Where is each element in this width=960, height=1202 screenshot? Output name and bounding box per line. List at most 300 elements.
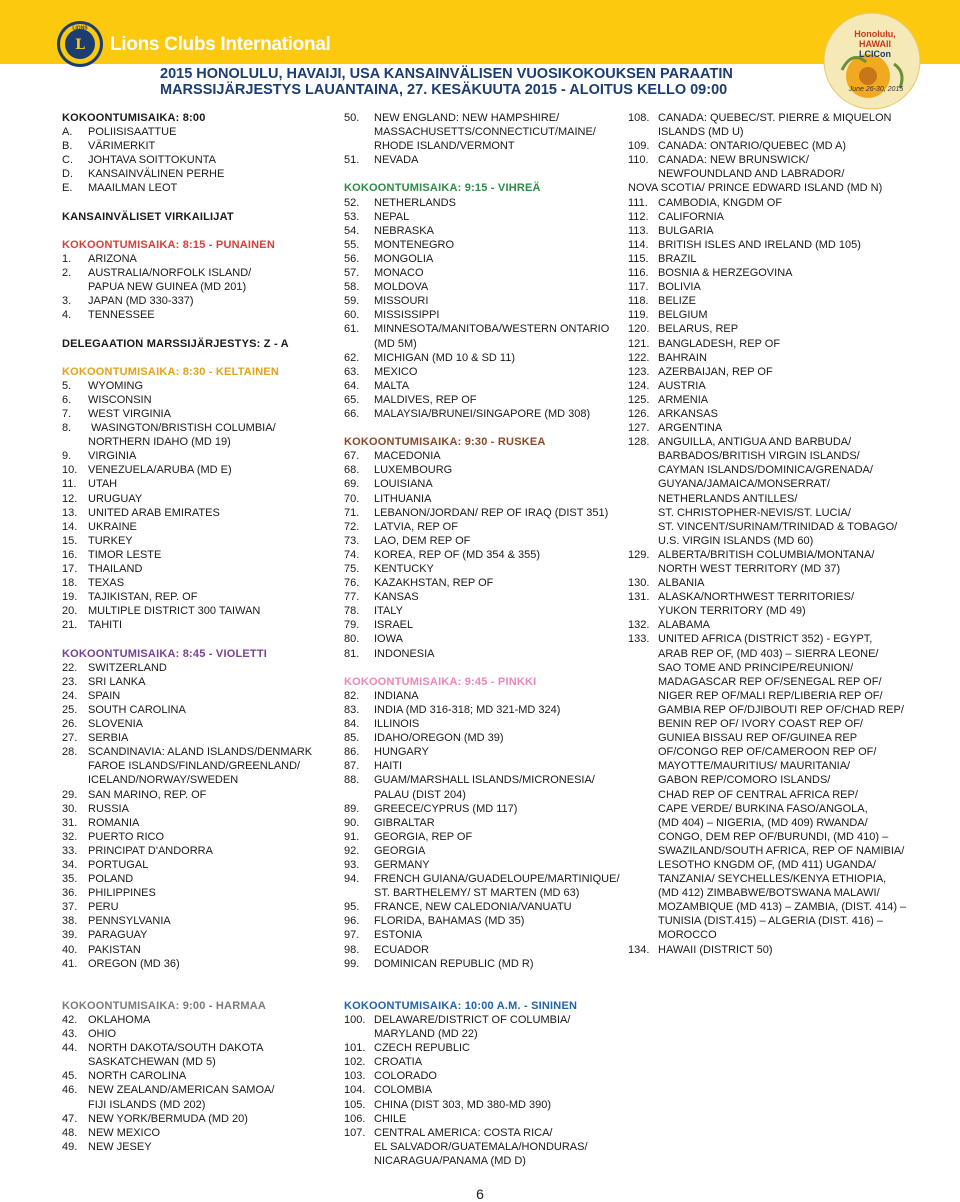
list-item-number: 111.	[628, 196, 648, 209]
list-item-continuation: RHODE ISLAND/VERMONT	[374, 140, 515, 153]
list-item-number: 112.	[628, 210, 649, 223]
list-item-number: 60.	[344, 309, 360, 322]
list-item	[628, 294, 928, 308]
section-heading: KOKOONTUMISAIKA: 9:45 - PINKKI	[344, 675, 537, 688]
list-item	[62, 745, 332, 759]
section-heading: DELEGAATION MARSSIJÄRJESTYS: Z - A	[62, 337, 289, 350]
list-item-label: NEW ZEALAND/AMERICAN SAMOA/	[88, 1084, 275, 1097]
list-item-label: TIMOR LESTE	[88, 548, 162, 561]
list-item-number: 66.	[344, 407, 360, 420]
list-item-label: CHINA (DIST 303, MD 380-MD 390)	[374, 1098, 552, 1111]
list-item-label: TAJIKISTAN, REP. OF	[88, 591, 198, 604]
list-item	[628, 365, 928, 379]
section-heading: KOKOONTUMISAIKA: 10:00 A.M. - SININEN	[344, 999, 578, 1012]
list-item-number: 19.	[62, 591, 78, 604]
list-item-number: 22.	[62, 661, 78, 674]
list-item-label: URUGUAY	[88, 492, 143, 505]
list-item-number: 27.	[62, 732, 78, 745]
list-item	[628, 632, 928, 646]
list-item	[344, 520, 624, 534]
list-item	[344, 153, 624, 167]
list-item-number: B.	[62, 140, 73, 153]
list-item	[344, 449, 624, 463]
list-item-label: COLOMBIA	[374, 1084, 433, 1097]
list-item-number: 16.	[62, 548, 78, 561]
list-item-continuation: NOVA SCOTIA/ PRINCE EDWARD ISLAND (MD N)	[628, 182, 883, 195]
list-item	[62, 957, 332, 971]
list-item-label: MULTIPLE DISTRICT 300 TAIWAN	[88, 605, 261, 618]
list-item-label: MONTENEGRO	[374, 238, 455, 251]
list-item-label: UNITED AFRICA (DISTRICT 352) - EGYPT,	[658, 633, 873, 646]
list-item	[628, 393, 928, 407]
list-item-label: NORTH DAKOTA/SOUTH DAKOTA	[88, 1042, 264, 1055]
list-item-label: OKLAHOMA	[88, 1014, 151, 1026]
list-item-label: GUAM/MARSHALL ISLANDS/MICRONESIA/	[374, 774, 595, 787]
list-item-number: 97.	[344, 929, 360, 942]
section-heading: KANSAINVÄLISET VIRKAILIJAT	[62, 210, 234, 223]
list-item-number: 76.	[344, 577, 360, 590]
list-item-label: MALTA	[374, 379, 410, 392]
list-item-label: UKRAINE	[88, 520, 137, 533]
list-item-label: DELAWARE/DISTRICT OF COLUMBIA/	[374, 1014, 571, 1026]
list-item-number: 72.	[344, 520, 360, 533]
list-item	[344, 1069, 624, 1083]
event-logo	[822, 12, 922, 110]
list-item	[344, 604, 624, 618]
list-item-number: 5.	[62, 379, 72, 392]
list-item	[344, 562, 624, 576]
list-item-number: 98.	[344, 943, 360, 956]
list-item	[344, 618, 624, 632]
list-item-number: 81.	[344, 647, 360, 660]
list-item	[344, 252, 624, 266]
list-item-label: CALIFORNIA	[658, 210, 725, 223]
list-item-number: 99.	[344, 957, 360, 970]
list-item-label: ALBANIA	[658, 577, 705, 590]
list-item	[344, 928, 624, 942]
column-3	[628, 111, 928, 957]
list-item-label: TENNESSEE	[88, 309, 155, 322]
list-item	[62, 1069, 332, 1083]
section-heading: KOKOONTUMISAIKA: 9:15 - VIHREÄ	[344, 182, 541, 195]
list-item-continuation: PALAU (DIST 204)	[374, 788, 466, 801]
list-item	[628, 139, 928, 153]
event-logo-date: June 26-30, 2015	[848, 86, 904, 93]
list-item-continuation: ARAB REP OF, (MD 403) – SIERRA LEONE/	[658, 647, 879, 660]
list-item-number: 102.	[344, 1056, 366, 1069]
list-item	[344, 238, 624, 252]
list-item	[62, 1140, 332, 1154]
list-item-number: 116.	[628, 267, 649, 280]
list-item-number: 31.	[62, 816, 78, 829]
list-item-number: 67.	[344, 450, 360, 463]
page-title	[160, 66, 733, 98]
list-item-label: FLORIDA, BAHAMAS (MD 35)	[374, 915, 525, 928]
list-item-number: 29.	[62, 788, 78, 801]
list-item-number: 7.	[62, 407, 72, 420]
list-item	[344, 379, 624, 393]
spacer	[62, 224, 332, 238]
list-item-label: PAKISTAN	[88, 943, 141, 956]
list-item	[628, 252, 928, 266]
list-item	[62, 492, 332, 506]
list-item-label: ALASKA/NORTHWEST TERRITORIES/	[658, 591, 855, 604]
list-item-label: ALBERTA/BRITISH COLUMBIA/MONTANA/	[658, 548, 875, 561]
list-item-number: 48.	[62, 1126, 78, 1139]
list-item-number: 88.	[344, 774, 360, 787]
list-item	[62, 153, 332, 167]
list-item-label: COLORADO	[374, 1070, 437, 1083]
list-item-number: 114.	[628, 238, 649, 251]
list-item-number: 61.	[344, 323, 360, 336]
list-item	[628, 590, 928, 604]
list-item	[62, 661, 332, 675]
list-item	[344, 111, 624, 125]
list-item	[344, 463, 624, 477]
list-item-label: OREGON (MD 36)	[88, 957, 180, 970]
list-item-label: ARIZONA	[88, 252, 137, 265]
list-item	[62, 675, 332, 689]
list-item-number: 52.	[344, 196, 360, 209]
list-item-number: 2.	[62, 267, 72, 280]
list-item-continuation: NIGER REP OF/MALI REP/LIBERIA REP OF/	[658, 689, 883, 702]
spacer	[344, 971, 624, 985]
list-item-number: 75.	[344, 563, 360, 575]
list-item-label: NEPAL	[374, 210, 410, 223]
list-item-label: TEXAS	[88, 577, 125, 590]
list-item	[62, 802, 332, 816]
list-item-label: GREECE/CYPRUS (MD 117)	[374, 802, 518, 815]
list-item-label: ARGENTINA	[658, 422, 723, 435]
list-item-label: IOWA	[374, 633, 403, 646]
list-item-number: 103.	[344, 1070, 366, 1083]
list-item-label: PUERTO RICO	[88, 830, 164, 843]
list-item-number: 104.	[344, 1084, 366, 1097]
list-item	[344, 1083, 624, 1097]
list-item-number: 131.	[628, 591, 650, 604]
list-item-number: 80.	[344, 633, 360, 646]
list-item-number: 28.	[62, 746, 78, 759]
list-item-number: 100.	[344, 1014, 366, 1026]
list-item-number: 89.	[344, 802, 360, 815]
list-item-number: 55.	[344, 238, 360, 251]
list-item	[344, 210, 624, 224]
list-item-continuation: NORTHERN IDAHO (MD 19)	[88, 436, 231, 449]
page-title-line2: MARSSIJÄRJESTYS LAUANTAINA, 27. KESÄKUUTA 2015 - ALOITUS KELLO 09:00	[160, 82, 728, 98]
list-item-number: 129.	[628, 548, 650, 561]
section-heading: KOKOONTUMISAIKA: 8:15 - PUNAINEN	[62, 238, 275, 251]
list-item-number: 132.	[628, 619, 650, 632]
list-item-label: PHILIPPINES	[88, 887, 156, 900]
list-item	[62, 872, 332, 886]
list-item-label: TURKEY	[88, 534, 133, 547]
list-item	[344, 900, 624, 914]
list-item-number: 17.	[62, 563, 78, 575]
list-item	[344, 266, 624, 280]
list-item	[344, 294, 624, 308]
list-item-number: 57.	[344, 267, 360, 280]
list-item-number: 94.	[344, 873, 360, 886]
list-item-number: 44.	[62, 1042, 78, 1055]
list-item-number: 36.	[62, 887, 78, 900]
list-item-label: JOHTAVA SOITTOKUNTA	[88, 154, 216, 167]
list-item-label: NEVADA	[374, 154, 419, 167]
list-item-continuation: MAYOTTE/MAURITIUS/ MAURITANIA/	[658, 760, 851, 773]
list-item-continuation: SWAZILAND/SOUTH AFRICA, REP OF NAMIBIA/	[658, 844, 905, 857]
list-item-label: WYOMING	[88, 379, 143, 392]
list-item-number: 71.	[344, 506, 360, 519]
list-item-continuation: ST. BARTHELEMY/ ST MARTEN (MD 63)	[374, 887, 580, 900]
list-item-number: 62.	[344, 351, 360, 364]
list-item-label: POLAND	[88, 873, 134, 886]
list-item-continuation: MADAGASCAR REP OF/SENEGAL REP OF/	[658, 675, 882, 688]
list-item-continuation: ICELAND/NORWAY/SWEDEN	[88, 774, 239, 787]
list-item	[344, 196, 624, 210]
list-item	[344, 759, 624, 773]
list-item	[628, 111, 928, 125]
list-item-label: THAILAND	[88, 563, 143, 575]
list-item-continuation: TANZANIA/ SEYCHELLES/KENYA ETHIOPIA,	[658, 873, 887, 886]
list-item-label: SCANDINAVIA: ALAND ISLANDS/DENMARK	[88, 746, 313, 759]
list-item-label: POLIISISAATTUE	[88, 126, 177, 139]
list-item	[62, 139, 332, 153]
list-item-number: 53.	[344, 210, 360, 223]
list-item-number: 77.	[344, 591, 360, 604]
list-item-label: ANGUILLA, ANTIGUA AND BARBUDA/	[658, 436, 852, 449]
list-item-continuation: YUKON TERRITORY (MD 49)	[658, 605, 806, 618]
list-item-label: AUSTRALIA/NORFOLK ISLAND/	[88, 267, 252, 280]
list-item	[344, 844, 624, 858]
list-item-label: SERBIA	[88, 732, 129, 745]
list-item-number: 109.	[628, 140, 650, 153]
list-item	[344, 1055, 624, 1069]
list-item	[628, 280, 928, 294]
spacer	[344, 167, 624, 181]
list-item-number: 73.	[344, 534, 360, 547]
section-heading: KOKOONTUMISAIKA: 9:00 - HARMAA	[62, 999, 266, 1012]
list-item	[62, 506, 332, 520]
list-item-label: INDIANA	[374, 689, 419, 702]
list-item-label: MISSISSIPPI	[374, 309, 440, 322]
list-item	[62, 548, 332, 562]
list-item-continuation: MOZAMBIQUE (MD 413) – ZAMBIA, (DIST. 414) –	[658, 901, 907, 914]
list-item-number: 49.	[62, 1140, 78, 1153]
list-item-label: HAWAII (DISTRICT 50)	[658, 943, 773, 956]
list-item-number: 120.	[628, 323, 650, 336]
list-item-number: 86.	[344, 746, 360, 759]
list-item-continuation: PAPUA NEW GUINEA (MD 201)	[88, 281, 247, 294]
event-logo-line1: Honolulu,	[854, 29, 896, 39]
list-item	[628, 224, 928, 238]
list-item-continuation: (MD 5M)	[374, 337, 417, 350]
list-item-number: 107.	[344, 1126, 366, 1139]
list-item-label: ARMENIA	[658, 393, 709, 406]
list-item	[344, 506, 624, 520]
list-item-label: NEW YORK/BERMUDA (MD 20)	[88, 1112, 248, 1125]
list-item-continuation: CAPE VERDE/ BURKINA FASO/ANGOLA,	[658, 802, 868, 815]
list-item	[344, 830, 624, 844]
list-item	[344, 1041, 624, 1055]
list-item	[344, 957, 624, 971]
list-item-label: MONACO	[374, 267, 424, 280]
list-item-label: WEST VIRGINIA	[88, 407, 171, 420]
list-item	[344, 322, 624, 336]
list-item	[344, 492, 624, 506]
list-item-continuation: NICARAGUA/PANAMA (MD D)	[374, 1154, 526, 1167]
list-item-label: CZECH REPUBLIC	[374, 1042, 470, 1055]
list-item-label: BRITISH ISLES AND IRELAND (MD 105)	[658, 238, 861, 251]
spacer	[62, 351, 332, 365]
list-item-label: MISSOURI	[374, 295, 429, 308]
list-item-label: MALAYSIA/BRUNEI/SINGAPORE (MD 308)	[374, 407, 591, 420]
list-item-number: 35.	[62, 873, 78, 886]
list-item	[344, 872, 624, 886]
list-item	[344, 308, 624, 322]
list-item-label: KANSAINVÄLINEN PERHE	[88, 168, 225, 181]
list-item	[344, 280, 624, 294]
list-item-continuation: MOROCCO	[658, 929, 717, 942]
list-item-label: MAAILMAN LEOT	[88, 182, 178, 195]
list-item	[628, 322, 928, 336]
list-item	[344, 407, 624, 421]
list-item	[62, 830, 332, 844]
list-item-number: 96.	[344, 915, 360, 928]
list-item-continuation: NEWFOUNDLAND AND LABRADOR/	[658, 168, 845, 181]
column-1	[62, 111, 332, 1154]
list-item	[62, 167, 332, 181]
list-item-number: 118.	[628, 295, 649, 308]
list-item-label: NORTH CAROLINA	[88, 1070, 187, 1083]
list-item-continuation: GUNIEA BISSAU REP OF/GUINEA REP	[658, 732, 858, 745]
list-item-number: 54.	[344, 224, 360, 237]
list-item-continuation: SASKATCHEWAN (MD 5)	[88, 1056, 216, 1069]
list-item-continuation: BARBADOS/BRITISH VIRGIN ISLANDS/	[658, 450, 860, 463]
list-item-number: 56.	[344, 252, 360, 265]
list-item-label: LATVIA, REP OF	[374, 520, 458, 533]
list-item-number: 128.	[628, 436, 650, 449]
list-item-continuation: OF/CONGO REP OF/CAMEROON REP OF/	[658, 746, 877, 759]
list-item-label: KAZAKHSTAN, REP OF	[374, 577, 494, 590]
list-item-continuation: (MD 404) – NIGERIA, (MD 409) RWANDA/	[658, 816, 868, 829]
list-item-number: 91.	[344, 830, 360, 843]
list-item	[62, 266, 332, 280]
list-item-continuation: TUNISIA (DIST.415) – ALGERIA (DIST. 416) –	[658, 915, 883, 928]
list-item-label: CANADA: NEW BRUNSWICK/	[658, 154, 809, 167]
list-item	[62, 379, 332, 393]
list-item-label: VÄRIMERKIT	[88, 140, 156, 153]
list-item-label: OHIO	[88, 1028, 117, 1041]
list-item-continuation: ST. VINCENT/SURINAM/TRINIDAD & TOBAGO/	[658, 520, 898, 533]
list-item-label: GEORGIA, REP OF	[374, 830, 473, 843]
list-item-number: 15.	[62, 534, 78, 547]
list-item-label: JAPAN (MD 330-337)	[88, 295, 194, 308]
list-item-number: 46.	[62, 1084, 78, 1097]
list-item	[344, 224, 624, 238]
list-item-number: 40.	[62, 943, 78, 956]
list-item-label: LOUISIANA	[374, 478, 433, 491]
list-item-label: ROMANIA	[88, 816, 140, 829]
spacer	[62, 971, 332, 985]
seal-text: LIONS	[72, 25, 88, 32]
list-item	[62, 590, 332, 604]
list-item	[62, 816, 332, 830]
list-item-number: 30.	[62, 802, 78, 815]
list-item-continuation: LESOTHO KNGDM OF, (MD 411) UGANDA/	[658, 858, 876, 871]
list-item-continuation: CHAD REP OF CENTRAL AFRICA REP/	[658, 788, 858, 801]
list-item-number: 93.	[344, 858, 360, 871]
list-item	[62, 534, 332, 548]
list-item-continuation: CONGO, DEM REP OF/BURUNDI, (MD 410) –	[658, 830, 889, 843]
list-item-label: MICHIGAN (MD 10 & SD 11)	[374, 351, 515, 364]
list-item-label: PRINCIPAT D'ANDORRA	[88, 844, 213, 857]
list-item	[344, 647, 624, 661]
list-item-label: BAHRAIN	[658, 351, 707, 364]
list-item	[344, 1112, 624, 1126]
list-item	[62, 1126, 332, 1140]
list-item	[628, 337, 928, 351]
list-item-label: LUXEMBOURG	[374, 464, 453, 477]
list-item	[344, 858, 624, 872]
list-item-label: MACEDONIA	[374, 450, 441, 463]
list-item-label: ARKANSAS	[658, 407, 718, 420]
list-item-number: 8.	[62, 422, 72, 435]
list-item-label: CAMBODIA, KNGDM OF	[658, 196, 783, 209]
list-item-number: 82.	[344, 689, 360, 702]
list-item	[344, 943, 624, 957]
list-item-continuation: ISLANDS (MD U)	[658, 126, 744, 139]
list-item	[344, 351, 624, 365]
list-item-label: BANGLADESH, REP OF	[658, 337, 781, 350]
list-item-label: ALABAMA	[658, 619, 710, 632]
list-item	[62, 844, 332, 858]
list-item-number: 6.	[62, 393, 72, 406]
list-item-label: SPAIN	[88, 689, 121, 702]
list-item-number: 108.	[628, 112, 650, 124]
list-item-label: FRANCE, NEW CALEDONIA/VANUATU	[374, 901, 572, 914]
list-item-label: CANADA: QUEBEC/ST. PIERRE & MIQUELON	[658, 112, 892, 124]
list-item	[62, 731, 332, 745]
list-item-number: 12.	[62, 492, 78, 505]
list-item-number: 69.	[344, 478, 360, 491]
list-item-label: SRI LANKA	[88, 675, 146, 688]
list-item-label: LAO, DEM REP OF	[374, 534, 471, 547]
list-item-label: SLOVENIA	[88, 718, 144, 731]
list-item-label: RUSSIA	[88, 802, 129, 815]
list-item	[62, 689, 332, 703]
list-item-number: 68.	[344, 464, 360, 477]
list-item	[62, 477, 332, 491]
list-item	[344, 632, 624, 646]
list-item-number: 21.	[62, 619, 78, 632]
list-item-number: 115.	[628, 252, 649, 265]
list-item	[344, 590, 624, 604]
list-item-number: 3.	[62, 295, 72, 308]
list-item-number: 121.	[628, 337, 650, 350]
list-item-number: 125.	[628, 393, 650, 406]
list-item-number: 42.	[62, 1014, 78, 1026]
spacer	[344, 421, 624, 435]
list-item-continuation: U.S. VIRGIN ISLANDS (MD 60)	[658, 534, 814, 547]
list-item-continuation: EL SALVADOR/GUATEMALA/HONDURAS/	[374, 1140, 588, 1153]
section-heading: KOKOONTUMISAIKA: 8:30 - KELTAINEN	[62, 365, 280, 378]
list-item-continuation: ST. CHRISTOPHER-NEVIS/ST. LUCIA/	[658, 506, 851, 519]
list-item-label: HUNGARY	[374, 746, 429, 759]
list-item-label: NETHERLANDS	[374, 196, 456, 209]
list-item	[628, 379, 928, 393]
spacer	[62, 985, 332, 999]
list-item-label: NEBRASKA	[374, 224, 434, 237]
list-item-label: ISRAEL	[374, 619, 414, 632]
